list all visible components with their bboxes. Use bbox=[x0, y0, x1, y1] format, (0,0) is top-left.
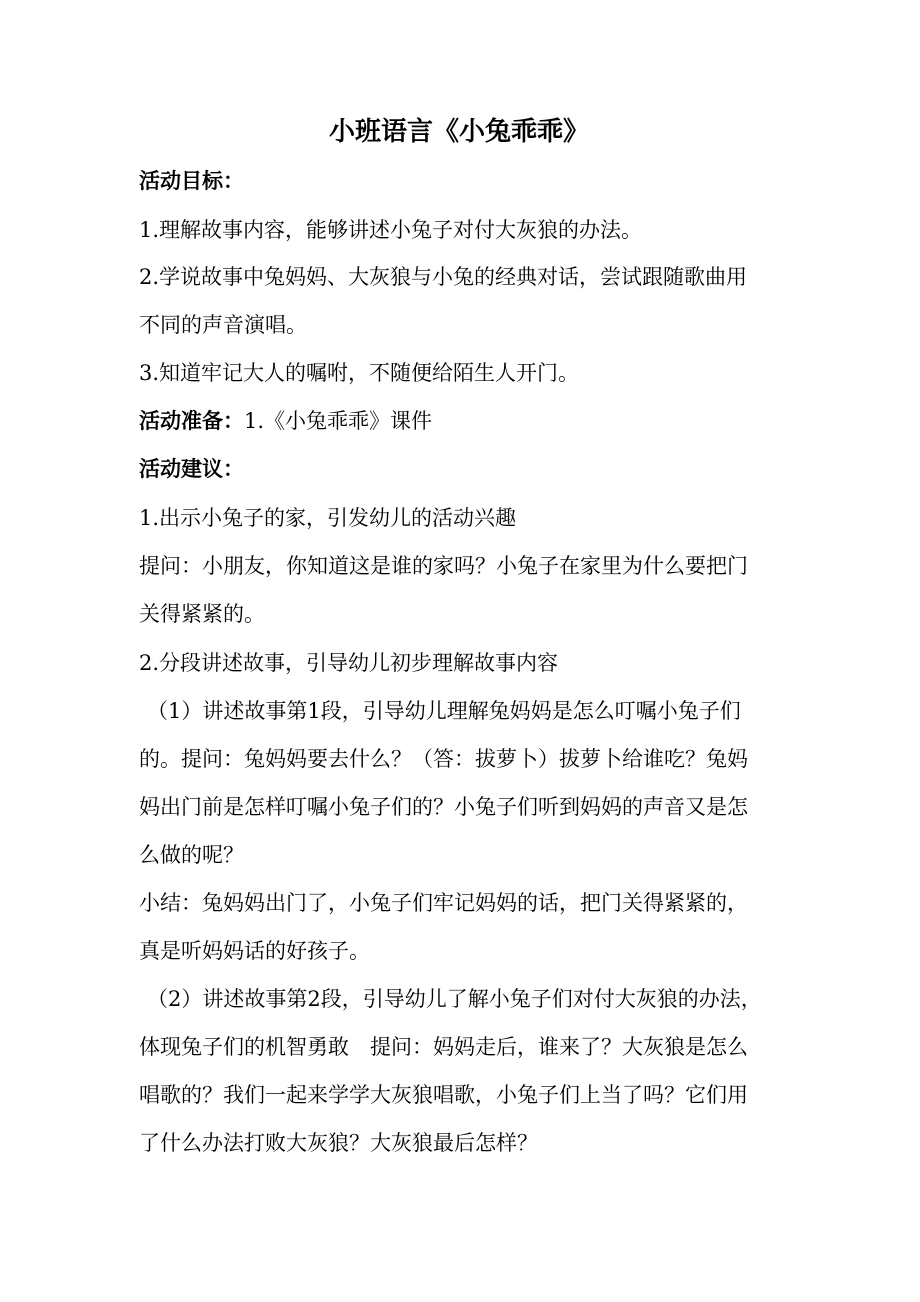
goal-3: 3.知道牢记大人的嘱咐，不随便给陌生人开门。 bbox=[139, 361, 580, 385]
segment-2-line-4: 了什么办法打败大灰狼？大灰狼最后怎样？ bbox=[139, 1131, 538, 1155]
goals-heading: 活动目标： bbox=[139, 168, 244, 193]
summary-line-1: 小结：兔妈妈出门了，小兔子们牢记妈妈的话，把门关得紧紧的， bbox=[139, 891, 748, 915]
segment-1-line-1: （1）讲述故事第1段，引导幼儿理解兔妈妈是怎么叮嘱小兔子们 bbox=[147, 699, 741, 723]
suggestions-heading: 活动建议： bbox=[139, 456, 244, 481]
suggestion-1: 1.出示小兔子的家，引发幼儿的活动兴趣 bbox=[139, 506, 517, 530]
summary-line-2: 真是听妈妈话的好孩子。 bbox=[139, 939, 370, 963]
segment-2-line-3: 唱歌的？我们一起来学学大灰狼唱歌，小兔子们上当了吗？它们用 bbox=[139, 1083, 748, 1107]
suggestion-1-question-line-2: 关得紧紧的。 bbox=[139, 602, 265, 626]
segment-2-line-2: 体现兔子们的机智勇敢 提问：妈妈走后，谁来了？大灰狼是怎么 bbox=[139, 1035, 748, 1059]
preparation-line bbox=[139, 406, 432, 436]
preparation-text: 1.《小兔乖乖》课件 bbox=[244, 409, 433, 433]
goal-2-line-1: 2.学说故事中兔妈妈、大灰狼与小兔的经典对话，尝试跟随歌曲用 bbox=[139, 265, 748, 289]
suggestion-1-question-line-1: 提问：小朋友，你知道这是谁的家吗？小兔子在家里为什么要把门 bbox=[139, 554, 748, 578]
goal-1: 1.理解故事内容，能够讲述小兔子对付大灰狼的办法。 bbox=[139, 218, 643, 242]
segment-1-line-3: 妈出门前是怎样叮嘱小兔子们的？小兔子们听到妈妈的声音又是怎 bbox=[139, 795, 748, 819]
suggestion-2: 2.分段讲述故事，引导幼儿初步理解故事内容 bbox=[139, 651, 559, 675]
goal-2-line-2: 不同的声音演唱。 bbox=[139, 313, 307, 337]
segment-2-line-1: （2）讲述故事第2段，引导幼儿了解小兔子们对付大灰狼的办法， bbox=[147, 987, 762, 1011]
segment-1-line-4: 么做的呢？ bbox=[139, 843, 244, 867]
preparation-heading: 活动准备： bbox=[139, 408, 244, 433]
segment-1-line-2: 的。提问：兔妈妈要去什么？（答：拔萝卜）拔萝卜给谁吃？兔妈 bbox=[139, 747, 748, 771]
document-title: 小班语言《小兔乖乖》 bbox=[328, 117, 589, 147]
